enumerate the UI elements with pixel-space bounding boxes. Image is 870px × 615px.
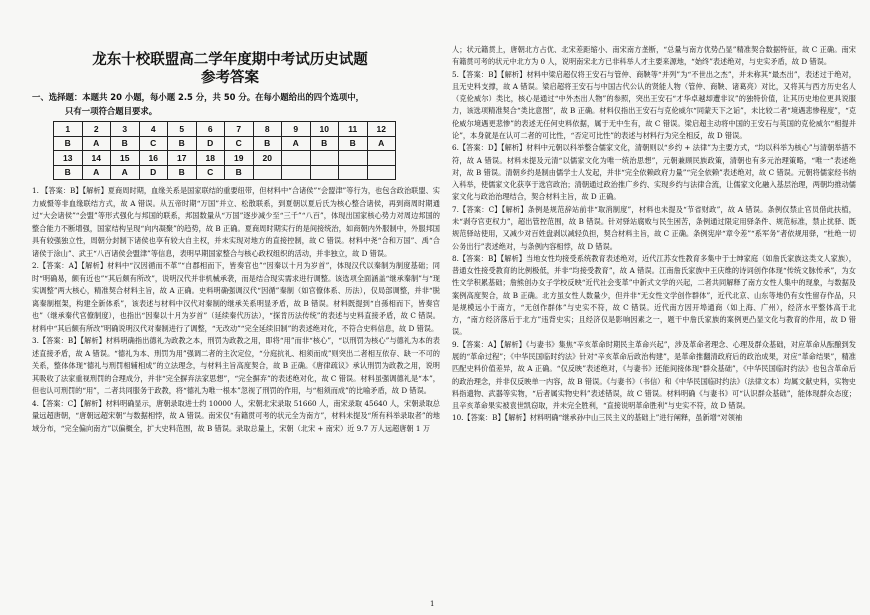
answer-table-cell: 3 — [111, 122, 140, 137]
page-number: 1 — [430, 600, 435, 608]
explanation-paragraph: 8.【答案：B】【解析】当地女性均接受系统教育表述绝对，近代江苏女性教育多集中于士绅家庭（如詹氏家族这类文人家族），普通女性接受教育的比例极低，并非“均接受教育”，故 A 错误。江南詹氏家族中王庆维的诗词创作体现“传统文脉传承”，为女性文学积累基础；詹熊创办女子学校反映“近代社会变革”中新式文学的兴起，二者共同解释了南方女性人集中的现象，与数据及案例高度契合，故 B 正确。北方虽女性人数量少，但并非“无女性文学创作群体”，近代北京、山东等地仍有女性留存作品，只是规模远小于南方，“无创作群体”与史实不符，故 C 错误。近代南方因开埠通商（如上海、广州），经济水平整体高于北方，“南方经济落后于北方”违背史实；且经济仅是影响因素之一，题干中詹氏家族的案例更凸显文化与教育的作用，故 D 错误。 — [452, 253, 856, 337]
answer-table-cell: 14 — [82, 151, 111, 166]
answer-table-cell: D — [196, 136, 225, 151]
answer-table-row — [54, 165, 396, 180]
answer-table-cell: 20 — [253, 151, 282, 166]
answer-table-cell — [367, 151, 396, 166]
answer-table-cell: 7 — [225, 122, 254, 137]
answer-table-row — [54, 151, 396, 166]
explanation-paragraph: 9.【答案：A】【解析】《与妻书》集焦“辛亥革命时期民主革命兴起”，涉及革命者理念、心理及群众基础，对应革命从酝酿到发展的“革命过程”；《中华民国临时约法》针对“辛亥革命后政治构建”，是革命推翻清政府后的政治成果，对应“革命结果”，精准匹配史料价值差异，故 A 正确。“仅反映”表述绝对，《与妻书》还能间接体现“群众基础”，《中华民国临时约法》也包含革命后的政治理念，并非仅反映单一内容，故 B 错误。《与妻书》（书信）和《中华民国临时约法》（法律文本）均属文献史料，实物史料指遗物、武器等实物，“后者属实物史料”表述错误，故 C 错误。材料明确《与妻书》可“认识群众基础”，能体现群众态度；且辛亥革命果实被袁世凯窃取，并未完全胜利，“直接说明革命胜利”与史实不符，故 D 错误。 — [452, 339, 856, 411]
answer-table-cell — [310, 151, 339, 166]
explanation-paragraph: 7.【答案：C】【解析】条例是规范辞站前非“取消制度”，材料也未提及“节省财政”，故 A 错误。条例仅禁止官员借此扶植，未“剥夺官吏权力”，超出管控范围，故 B 错误。针对驿站腐败与民生困苦，条例通过限定用驿条件、规范标准，禁止扰驿、既规范驿站使用，又减少对百姓盘剥以减轻负担，契合材料主旨，故 C 正确。条例宪岸“章令差”“系军务”者依规用驿，“杜绝一切公务出行”表述绝对，与条例内容相悖，故 D 错误。 — [452, 204, 856, 251]
explanation-paragraph: 4.【答案：C】【解析】材料明确显示，唐朝录取进士约 10000 人，宋朝北宋录取 51660 人，南宋录取 45640 人，宋朝录取总量远超唐朝，“唐朝远超宋朝”与数据相悖，故 A 错误。南宋仅“有籍贯可考的状元全为南方”，材料未提及“所有科举录取者”的地域分布，“完全偏向南方”以偏概全，扩大史料范围，故 B 错误。录取总量上，宋朝（北宋 + 南宋）近 9.7 万人远超唐朝 1 万 — [32, 398, 440, 433]
answer-table-cell: A — [282, 136, 311, 151]
answer-table-cell — [310, 165, 339, 180]
document-title: 龙东十校联盟高二学年度期中考试历史试题 — [92, 52, 368, 68]
answer-table-cell: B — [225, 165, 254, 180]
answer-table-cell: 12 — [367, 122, 396, 137]
answer-table-cell — [339, 151, 368, 166]
answer-table-cell: 17 — [168, 151, 197, 166]
answer-table-cell: D — [139, 165, 168, 180]
answer-table-cell: 9 — [282, 122, 311, 137]
answer-table-cell: 19 — [225, 151, 254, 166]
answer-table-cell: 8 — [253, 122, 282, 137]
answer-table-cell — [282, 151, 311, 166]
section-heading — [32, 90, 440, 118]
answer-table-cell: 4 — [139, 122, 168, 137]
answer-table-cell: A — [111, 165, 140, 180]
answer-table-cell: 1 — [54, 122, 83, 137]
answer-table-cell — [367, 165, 396, 180]
explanation-paragraph: 5.【答案：B】【解析】材料中梁启超仅将王安石与管仲、商鞅等“并列”为“不世出之杰”，并未称其“最杰出”，表述过于绝对，且无史料支撑，故 A 错误。梁启超将王安石与中国古代公认的贤能人物（管仲、商鞅、诸葛亮）对比，又将其与西方历史名人（克伦威尔）类比，核心是通过“中外杰出人物”的参照，突出王安石“才华卓越却遭非议”的独特价值，让其历史地位更具说服力，该选项精准契合“类比意图”，故 B 正确。材料仅指出王安石与克伦威尔“同蒙天下之诟”，未比较二者“境遇悲惨程度”，“克伦威尔境遇更悲惨”的表述无任何史料依据，属于无中生有，故 C 错误。梁启超主动将中国的王安石与英国的克伦威尔“相提并论”，本身就是在认可二者的可比性，“否定可比性”的表述与材料行为完全相反，故 D 错误。 — [452, 69, 856, 140]
answer-table-cell: A — [367, 136, 396, 151]
answer-table-cell: 5 — [168, 122, 197, 137]
explanation-paragraph: 10.【答案：B】【解析】材料明确“继承孙中山三民主义的基础上”进行阐释，虽新增“对领袖 — [452, 413, 743, 423]
answer-table-row — [54, 136, 396, 151]
answer-table-cell: 13 — [54, 151, 83, 166]
answer-table — [53, 121, 396, 180]
answer-table-cell: 18 — [196, 151, 225, 166]
answer-table-cell: 16 — [139, 151, 168, 166]
answer-table-cell: 10 — [310, 122, 339, 137]
section-heading-line-2: 只有一项符合题目要求。 — [65, 106, 158, 116]
answer-table-cell: B — [168, 165, 197, 180]
answer-table-cell: 2 — [82, 122, 111, 137]
right-column — [452, 44, 856, 425]
section-heading-line-1: 一、选择题：本题共 20 小题，每小题 2.5 分，共 50 分。在每小题给出的四个选项中， — [32, 92, 365, 102]
answer-table-cell: 11 — [339, 122, 368, 137]
explanation-paragraph: 2.【答案：A】【解析】材料中“汉因循而不革”“自郡相而下，皆奏官也”“因秦以十月为岁首”，体现汉代以秦制为制度基础；同时“明确易，颇有近也”“其后颇有所改”，说明汉代并非机械承袭，而是结合现实需求进行调整。该选项全面涵盖“继承秦制”与“现实调整”两大核心，精准契合材料主旨，故 A 正确。史料明确强调汉代“因循”秦制（如官僚体系、历法），仅局部调整，并非“脱离秦制框架，构建全新体系”，该表述与材料中汉代对秦制的继承关系明显矛盾，故 B 错误。材料既提到“自孫相而下，皆奏官也”（继承秦代官僚制度），也指出“因秦以十月为岁首”（延续秦代历法），“探肯历法传统”的表述与史料直接矛盾，故 C 错误。材料中“其后颇有所改”明确说明汉代对秦制进行了调整，“无改动”“完全延续旧制”的表述绝对化，不符合史料信息，故 D 错误。 — [32, 261, 440, 333]
answer-table-cell: C — [225, 136, 254, 151]
answer-table-cell: B — [339, 136, 368, 151]
answer-table-cell: C — [139, 136, 168, 151]
answer-table-cell: C — [196, 165, 225, 180]
document-subtitle: 参考答案 — [201, 70, 259, 86]
explanation-paragraph: 人；状元籍贯上，唐朝北方占优、北宋差距缩小、南宋南方垄断，“总量与南方优势凸显”精准契合数据特征，故 C 正确。南宋有籍贯可考的状元中北方为 0 人，说明南宋北方已非科举人才主要来源地，“始终”表述绝对，与史实矛盾，故 D 错误。 — [452, 45, 856, 67]
explanation-paragraph: 3.【答案：B】【解析】材料明确指出德礼为政教之本，刑罚为政教之用，即将“用”而非“核心”，“以刑罚为核心”与德礼为本的表述直接矛盾，故 A 错误。“德礼为本、刑罚为用”强调二者的主次定位，“分庭抗礼、相须而成”则突出二者相互依存、缺一不可的关系，整体体现“德礼与刑罚相辅相成”的立法理念，与材料主旨高度契合，故 B 正确。《唐律疏议》承认刑罚为政教之用，说明其吸收了法家重视刑罚的合理成分，并非“完全摒弃法家思想”，“完全摒弃”的表述绝对化，故 C 错误。材料虽强调德礼是“本”，但也认可刑罚的“用”，二者共同服务于政教，将“德礼为唯一根本”忽视了刑罚的作用，与“相须而成”的比喻矛盾，故 D 错误。 — [32, 336, 440, 395]
answer-table-cell: B — [253, 136, 282, 151]
answer-table-cell — [253, 165, 282, 180]
answer-table-cell — [339, 165, 368, 180]
answer-table-row — [54, 122, 396, 137]
explanation-paragraph: 6.【答案：D】【解析】材料中元朝以科举整合儒家文化，清朝则以“乡约 + 法律”为主要方式，“均以科举为核心”与清朝举措不符，故 A 错误。材料未提及元清“以儒家文化为唯一统治思想”，元朝兼顾民族政策，清朝也有多元治理策略，“唯一”表述绝对，故 B 错误。清朝乡约是制由儒学士人发起，并非“完全依赖政府力量”“完全依赖”表述绝对，故 C 错误。元朝将儒家经书纳入科举，使儒家文化获享于选官政治；清朝通过政治推广乡约、实现乡约与法律合流，让儒家文化融入基层治理，两朝均推动儒家文化与政治治理结合，契合材料主旨，故 D 正确。 — [452, 143, 856, 202]
answer-table-cell: B — [111, 136, 140, 151]
answer-table-cell: B — [168, 136, 197, 151]
answer-table-cell: 15 — [111, 151, 140, 166]
answer-table-cell: B — [310, 136, 339, 151]
answer-table-cell: A — [82, 165, 111, 180]
answer-table-cell: B — [54, 136, 83, 151]
explanation-paragraph: 1. 【答案：B】【解析】夏商周时期，血缘关系是国家联结的重要纽带，但材料中“合诸侯”“会盟津”等行为，也包含政治联盟、实力威慑等非血缘联结方式，故 A 错误。从五帝时期“万国”并立、松散联系，到夏朝以夏后氏为核心整合诸侯，再到商周时期通过“大会诸侯”“会盟”等形式强化与邦国的联系，邦国数量从“万国”逐步减少至“三千”“八百”，体现出国家核心势力对周边邦国的整合能力不断增强，国家结构呈现“向内凝聚”的趋势，故 B 正确。夏商周时期实行的是间接统治，如商朝内外服制中，外服邦国具有较强独立性，周朝分封制下诸侯也享有较大自主权，并未实现对地方的直接控制，故 C 错误。材料中尧“合和万国”、禹“合诸侯于涂山”、武王“八百诸侯会盟津”等信息，表明早期国家整合与核心政权组织的活动，并非独立，故 D 错误。 — [32, 186, 440, 258]
left-column — [32, 185, 440, 435]
answer-table-cell: B — [54, 165, 83, 180]
answer-table-cell: A — [82, 136, 111, 151]
answer-table-cell: 6 — [196, 122, 225, 137]
answer-table-cell — [282, 165, 311, 180]
